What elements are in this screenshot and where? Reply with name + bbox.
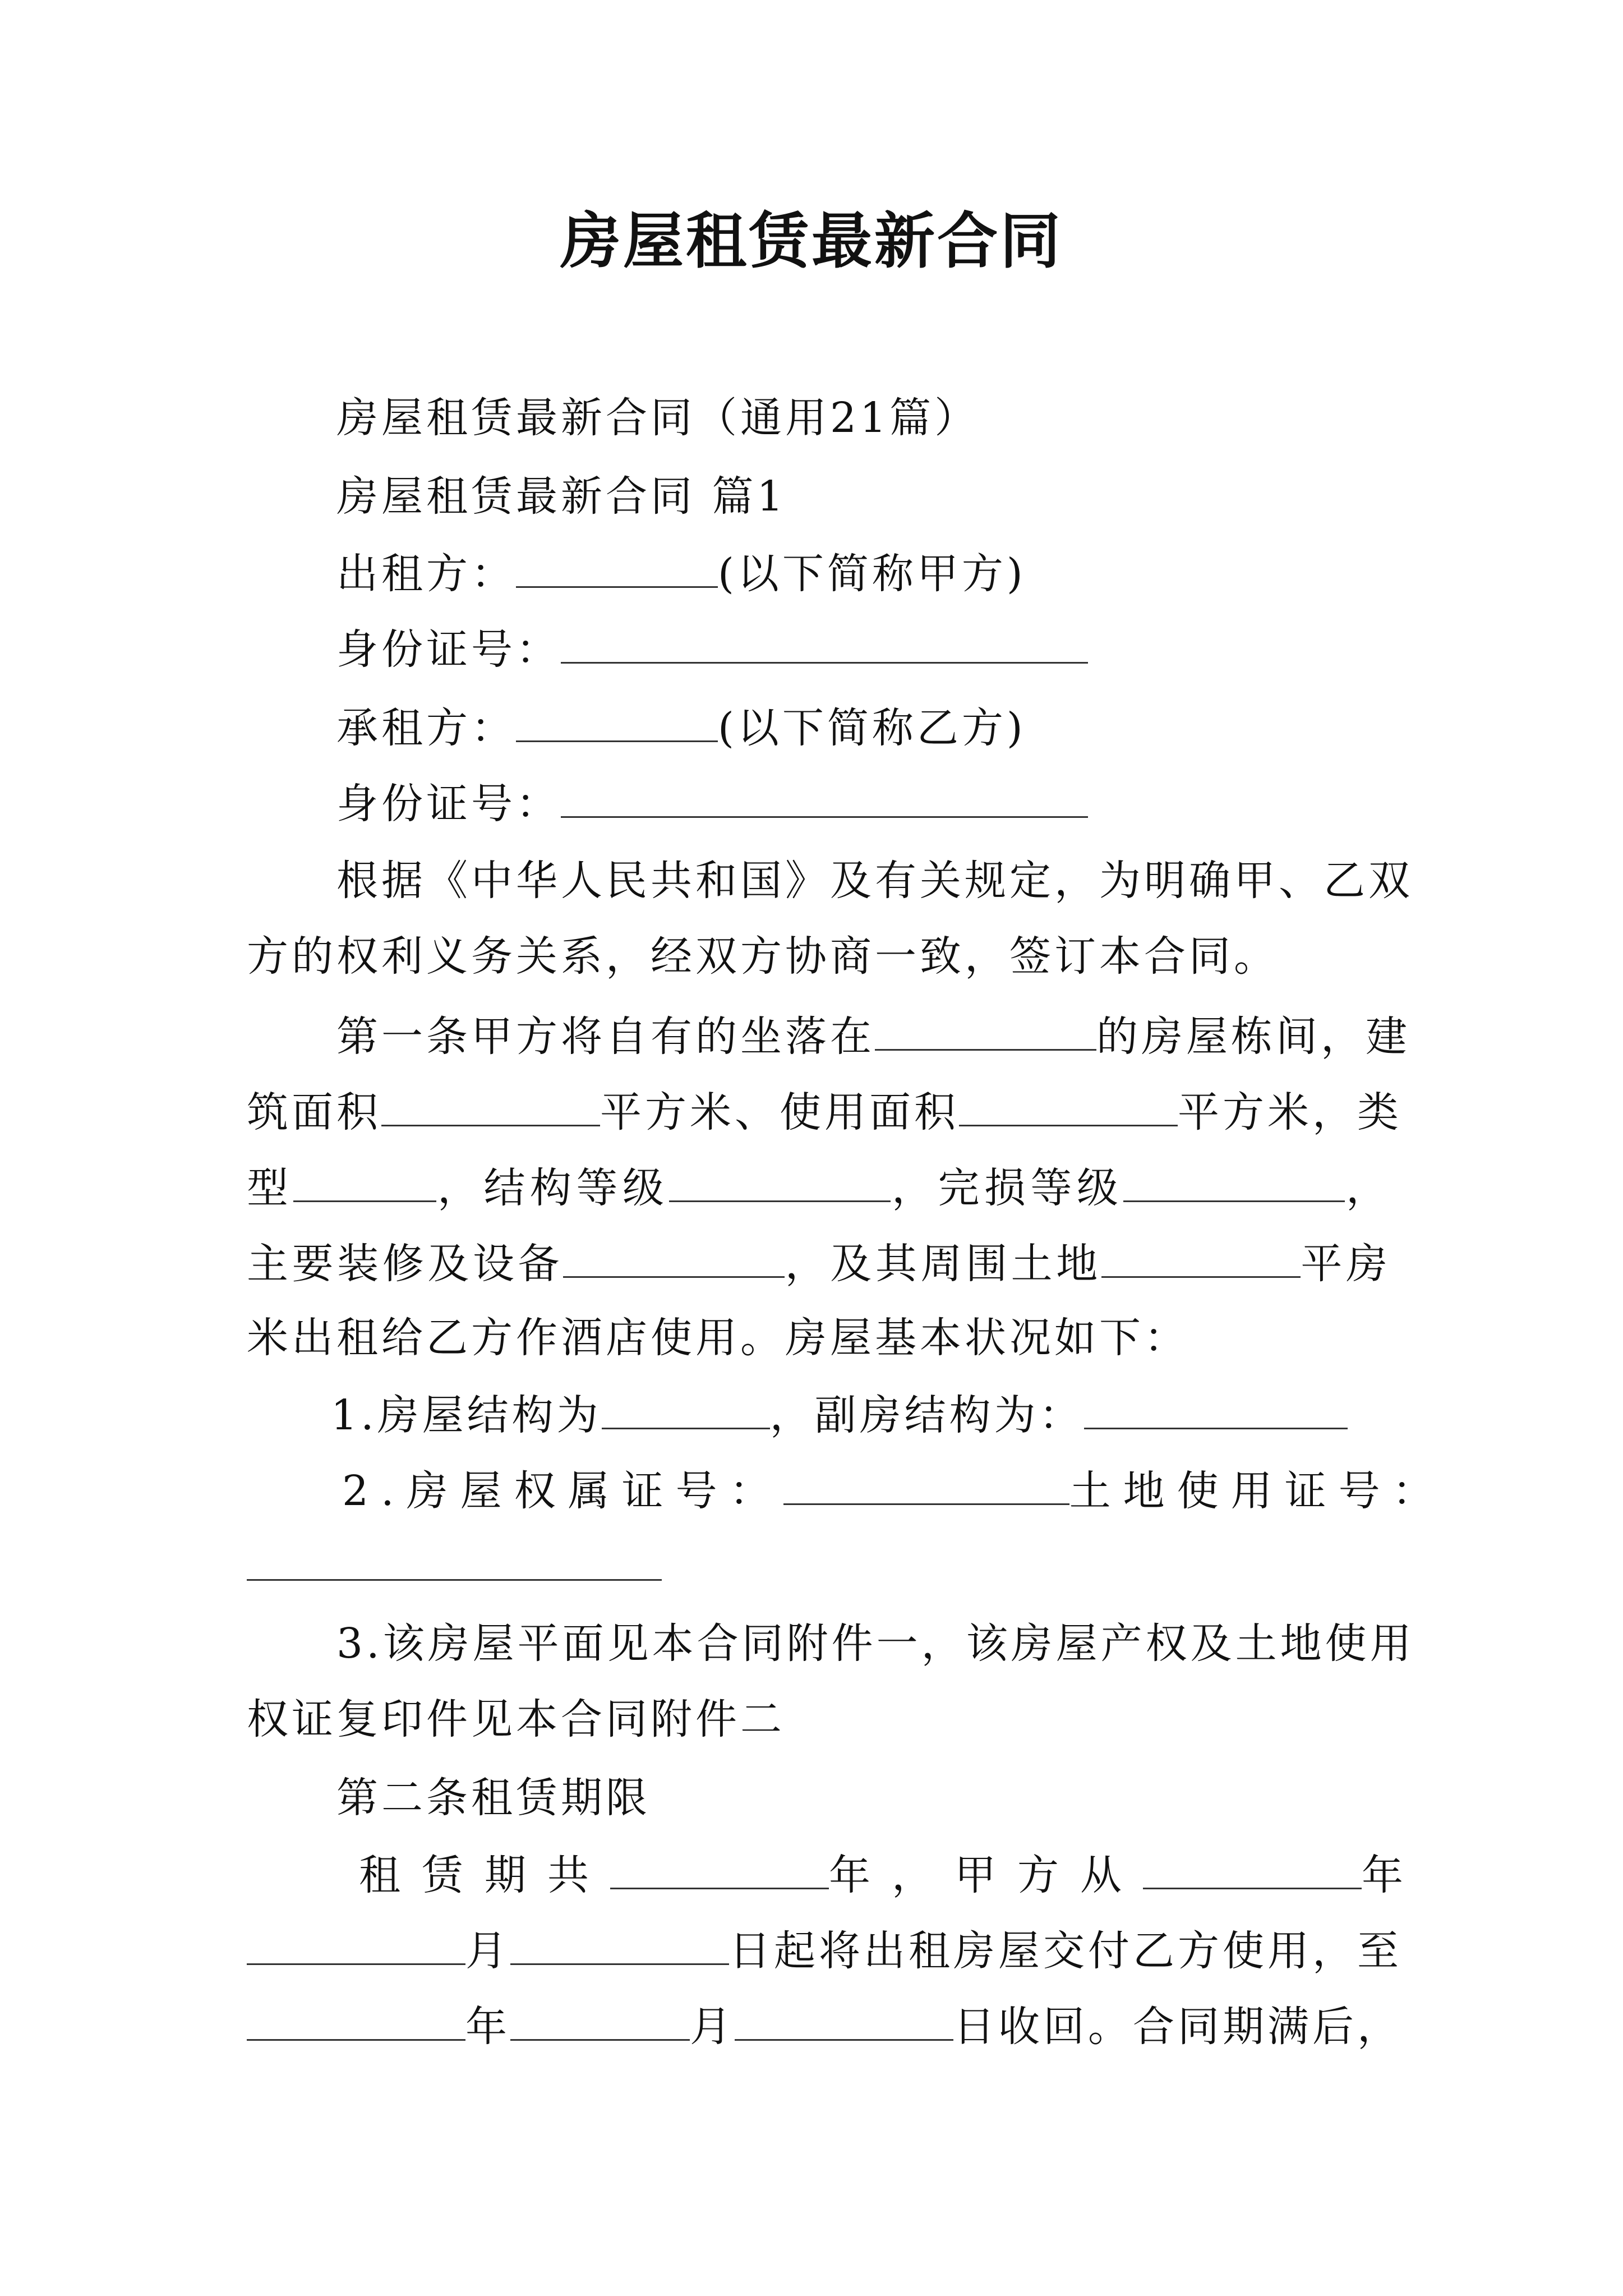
start-year-blank[interactable] <box>1143 1843 1362 1889</box>
item2-continuation <box>247 1534 1391 1598</box>
lessor-line <box>336 541 1391 605</box>
item2-land-label: 土地使用证号： <box>1069 1467 1446 1515</box>
lessor-id-blank[interactable] <box>561 617 1088 664</box>
land-cert-blank[interactable] <box>247 1534 662 1581</box>
article2-title: 第二条租赁期限 <box>336 1774 651 1822</box>
end-year-label: 年 <box>465 2003 510 2051</box>
article1-line-3 <box>247 1156 1391 1219</box>
building-area-blank[interactable] <box>381 1080 600 1126</box>
sub-structure-blank[interactable] <box>1084 1383 1348 1429</box>
lessor-label: 出租方： <box>336 550 516 598</box>
start-month-blank[interactable] <box>247 1918 465 1965</box>
lessee-blank[interactable] <box>516 696 718 742</box>
preamble-line-1: 根据《中华人民共和国》及有关规定，为明确甲、乙双 <box>336 857 1413 905</box>
item3-line-1: 3.该房屋平面见本合同附件一，该房屋产权及土地使用 <box>336 1619 1415 1668</box>
end-month-blank[interactable] <box>510 1994 690 2041</box>
land-blank[interactable] <box>1101 1231 1301 1278</box>
lessee-id-line <box>336 771 1391 835</box>
structure-grade-blank[interactable] <box>669 1156 891 1202</box>
preamble-line-2: 方的权利义务关系，经双方协商一致，签订本合同。 <box>247 932 1279 981</box>
article1-line-5: 米出租给乙方作酒店使用。房屋基本状况如下： <box>247 1314 1189 1362</box>
type-label-end: 型 <box>247 1164 293 1212</box>
article2-line-2 <box>247 1918 1402 1982</box>
year-label: 年 <box>1362 1851 1424 1899</box>
month-label: 月 <box>465 1927 510 1975</box>
lessee-suffix: (以下简称乙方) <box>718 704 1026 752</box>
article1-line-1 <box>336 1004 1410 1068</box>
part-heading: 房屋租赁最新合同 篇1 <box>336 472 787 521</box>
land-label: ，及其周围土地 <box>785 1240 1101 1288</box>
damage-grade-blank[interactable] <box>1123 1156 1345 1202</box>
item1-structure-label: 1.房屋结构为 <box>331 1391 602 1439</box>
equipment-label: 主要装修及设备 <box>247 1240 564 1288</box>
lessor-blank[interactable] <box>516 541 718 588</box>
lessor-id-line <box>336 617 1391 680</box>
lessee-line <box>336 696 1391 759</box>
lessor-id-label: 身份证号： <box>336 625 561 674</box>
end-month-label: 月 <box>690 2003 735 2051</box>
end-day-blank[interactable] <box>735 1994 953 2041</box>
usable-area-blank[interactable] <box>959 1080 1178 1126</box>
comma: ， <box>1344 1164 1391 1212</box>
cert-blank[interactable] <box>783 1458 1069 1505</box>
item2-cert-label: 2.房屋权属证号： <box>342 1467 783 1515</box>
structure-grade-label: ，结构等级 <box>436 1164 669 1212</box>
item1-line <box>331 1383 1475 1446</box>
article1-text-a: 第一条甲方将自有的坐落在 <box>336 1013 875 1061</box>
article1-line-4 <box>247 1231 1391 1295</box>
damage-grade-label: ，完损等级 <box>890 1164 1123 1212</box>
start-day-blank[interactable] <box>510 1918 729 1965</box>
article2-line-3 <box>247 1994 1402 2058</box>
lessee-label: 承租方： <box>336 704 516 752</box>
usable-area-label: 平方米、使用面积 <box>600 1088 959 1137</box>
land-unit: 平房 <box>1300 1240 1391 1288</box>
subtitle: 房屋租赁最新合同（通用21篇） <box>336 394 980 442</box>
equipment-blank[interactable] <box>563 1231 785 1278</box>
article2-line-1 <box>359 1843 1503 1906</box>
end-year-blank[interactable] <box>247 1994 465 2041</box>
article1-text-b: 的房屋栋间，建 <box>1096 1013 1410 1061</box>
term-years-blank[interactable] <box>610 1843 829 1889</box>
article1-line-2 <box>247 1080 1402 1143</box>
lessee-id-blank[interactable] <box>561 771 1088 818</box>
term-label: 租赁期共 <box>359 1851 610 1899</box>
structure-blank[interactable] <box>602 1383 770 1429</box>
from-label: 年，甲方从 <box>829 1851 1143 1899</box>
delivery-text: 日起将出租房屋交付乙方使用，至 <box>729 1927 1402 1975</box>
item2-line <box>342 1458 1486 1522</box>
lessor-suffix: (以下简称甲方) <box>718 550 1026 598</box>
return-text: 日收回。合同期满后， <box>953 2003 1402 2051</box>
item1-sub-label: ，副房结构为： <box>769 1391 1084 1439</box>
location-blank[interactable] <box>875 1004 1096 1051</box>
type-label: 平方米，类 <box>1178 1088 1402 1137</box>
document-title: 房屋租赁最新合同 <box>560 206 1063 277</box>
item3-line-2: 权证复印件见本合同附件二 <box>247 1695 785 1743</box>
building-area-label: 筑面积 <box>247 1088 381 1137</box>
lessee-id-label: 身份证号： <box>336 780 561 828</box>
type-blank[interactable] <box>293 1156 436 1202</box>
